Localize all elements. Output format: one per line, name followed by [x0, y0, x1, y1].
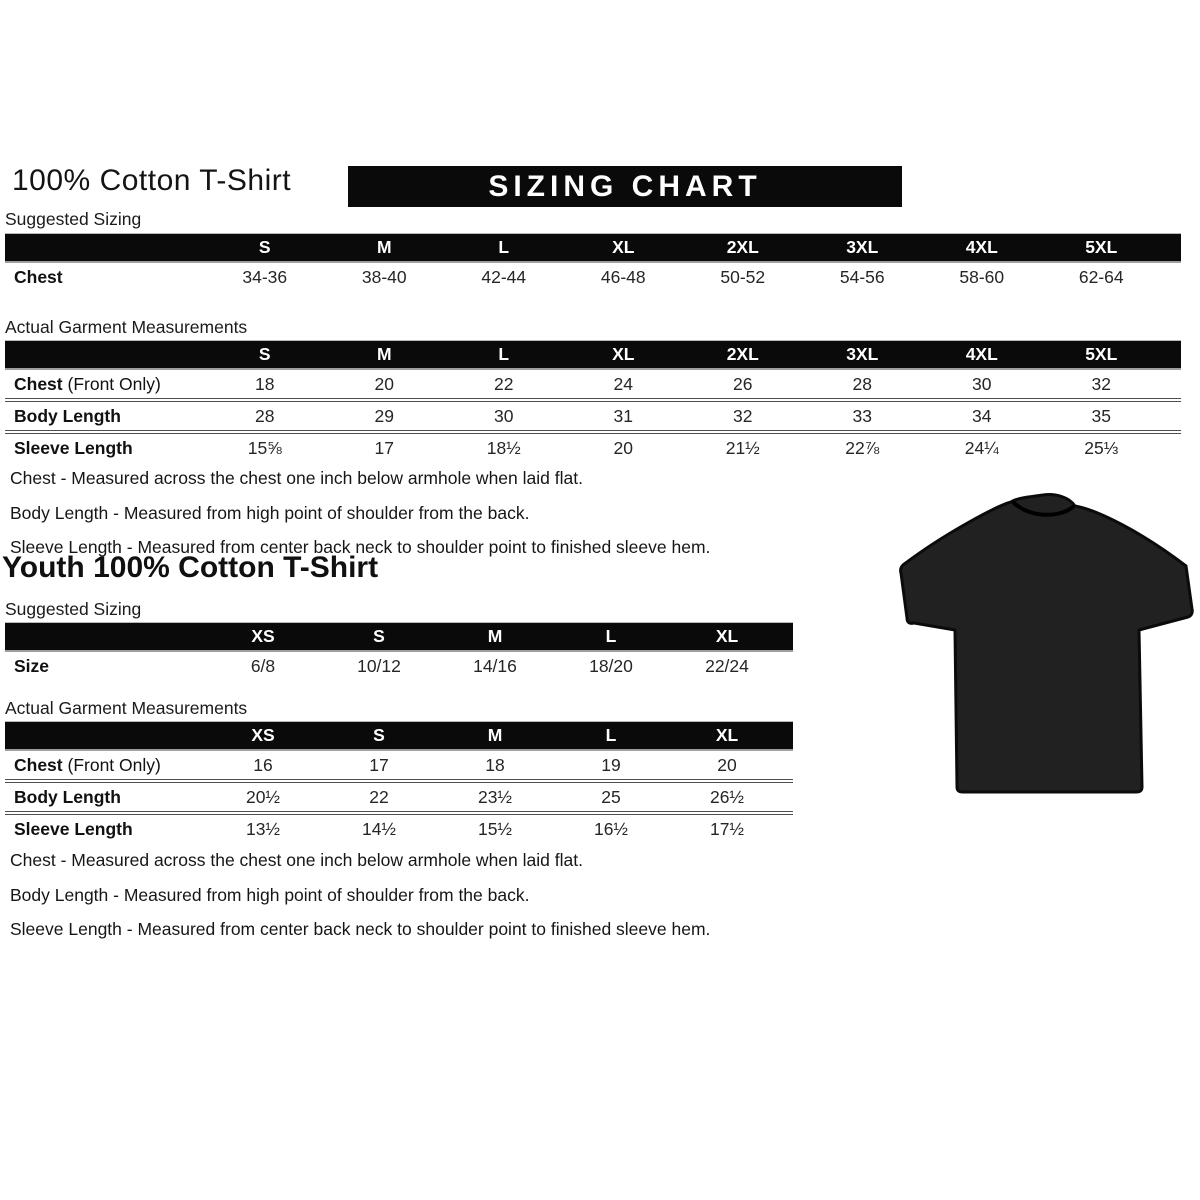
table-cell: 17 [369, 754, 389, 775]
table-cell: 20 [374, 373, 394, 394]
row-label: Size [14, 655, 50, 676]
header-cell: XL [612, 344, 635, 364]
adult-measurement-notes [10, 461, 710, 565]
note-chest: Chest - Measured across the chest one inch below armhole when laid flat. [10, 468, 583, 488]
row-label: Sleeve Length [14, 437, 133, 458]
table-cell: 23½ [477, 786, 513, 807]
table-cell: 26 [733, 373, 753, 394]
black-tshirt-icon [893, 477, 1200, 807]
header-cell: L [605, 626, 617, 646]
table-cell: 17½ [709, 818, 745, 839]
table-cell: 16 [253, 754, 273, 775]
table-row-body-length [5, 779, 793, 811]
table-cell: 30 [972, 373, 992, 394]
header-cell: M [376, 237, 392, 257]
header-cell: M [487, 725, 503, 745]
table-cell: 18 [255, 373, 275, 394]
header-cell: S [258, 344, 271, 364]
table-cell: 14½ [361, 818, 397, 839]
youth-actual-measurements-table [5, 721, 793, 843]
youth-suggested-sizing-label: Suggested Sizing [5, 599, 142, 619]
header-cell: M [487, 626, 503, 646]
table-cell: 18 [485, 754, 505, 775]
row-label: Chest (Front Only) [14, 373, 161, 394]
table-cell: 22 [369, 786, 389, 807]
youth-actual-measurements-label: Actual Garment Measurements [5, 698, 248, 718]
table-cell: 13½ [245, 818, 281, 839]
header-cell: S [373, 725, 385, 745]
table-cell: 28 [852, 373, 872, 394]
table-cell: 18/20 [589, 655, 633, 676]
youth-page-title: Youth 100% Cotton T-Shirt [2, 551, 379, 584]
header-cell: 4XL [965, 237, 998, 257]
table-header-row [5, 233, 1181, 263]
header-cell: 3XL [846, 237, 879, 257]
table-cell: 22/24 [705, 655, 749, 676]
table-cell: 24¼ [964, 437, 999, 458]
table-cell: 30 [494, 405, 514, 426]
table-cell: 19 [601, 754, 621, 775]
page-title: 100% Cotton T-Shirt [12, 164, 292, 197]
table-header-row [5, 721, 793, 751]
table-cell: 14/16 [473, 655, 517, 676]
note-sleeve-length: Sleeve Length - Measured from center back neck to shoulder point to finished sleeve hem. [10, 537, 711, 557]
table-cell: 54-56 [839, 266, 885, 287]
table-row-size [5, 652, 793, 680]
header-cell: 3XL [846, 344, 879, 364]
table-cell: 38-40 [361, 266, 407, 287]
table-cell: 15½ [477, 818, 513, 839]
adult-suggested-sizing-label: Suggested Sizing [5, 209, 142, 229]
table-cell: 20 [717, 754, 737, 775]
table-row-sleeve-length [5, 430, 1181, 462]
header-cell: L [498, 237, 510, 257]
table-cell: 33 [852, 405, 872, 426]
table-row-chest [5, 370, 1181, 398]
table-cell: 16½ [593, 818, 629, 839]
table-row-sleeve-length [5, 811, 793, 843]
table-cell: 20 [613, 437, 633, 458]
youth-suggested-sizing-table [5, 622, 793, 680]
table-cell: 32 [733, 405, 753, 426]
table-cell: 22⅞ [845, 437, 880, 458]
note-body-length: Body Length - Measured from high point of shoulder from the back. [10, 884, 530, 905]
table-cell: 17 [374, 437, 394, 458]
row-label: Chest (Front Only) [14, 754, 161, 775]
row-label: Sleeve Length [14, 818, 133, 839]
table-cell: 58-60 [959, 266, 1005, 287]
table-cell: 46-48 [600, 266, 646, 287]
table-cell: 32 [1091, 373, 1111, 394]
table-cell: 34 [972, 405, 992, 426]
table-cell: 25⅓ [1084, 437, 1119, 458]
header-cell: XS [251, 626, 275, 646]
tshirt-product-image [893, 477, 1200, 807]
header-cell: S [258, 237, 271, 257]
table-cell: 18½ [486, 437, 521, 458]
table-header-row [5, 622, 793, 652]
table-cell: 31 [613, 405, 633, 426]
table-cell: 62-64 [1078, 266, 1124, 287]
note-body-length: Body Length - Measured from high point of shoulder from the back. [10, 502, 530, 523]
adult-actual-measurements-label: Actual Garment Measurements [5, 317, 248, 337]
header-cell: XL [715, 725, 739, 745]
table-row-body-length [5, 398, 1181, 430]
table-cell: 24 [613, 373, 633, 394]
header-cell: 5XL [1085, 344, 1118, 364]
sizing-chart-banner: SIZING CHART [348, 166, 902, 207]
table-cell: 35 [1091, 405, 1111, 426]
table-header-row [5, 340, 1181, 370]
adult-actual-measurements-table [5, 340, 1181, 462]
note-sleeve-length: Sleeve Length - Measured from center back neck to shoulder point to finished sleeve hem. [10, 919, 711, 939]
table-cell: 26½ [709, 786, 745, 807]
table-cell: 21½ [725, 437, 760, 458]
table-cell: 25 [601, 786, 621, 807]
header-cell: XL [715, 626, 739, 646]
header-cell: L [605, 725, 617, 745]
header-cell: XS [251, 725, 275, 745]
header-cell: M [376, 344, 392, 364]
header-cell: XL [612, 237, 635, 257]
table-cell: 6/8 [250, 655, 276, 676]
header-cell: 4XL [965, 344, 998, 364]
note-chest: Chest - Measured across the chest one inch below armhole when laid flat. [10, 850, 583, 870]
table-cell: 28 [255, 405, 275, 426]
table-cell: 50-52 [720, 266, 766, 287]
table-cell: 29 [374, 405, 394, 426]
table-cell: 22 [494, 373, 514, 394]
header-cell: L [498, 344, 510, 364]
header-cell: 5XL [1085, 237, 1118, 257]
header-cell: S [373, 626, 385, 646]
row-label: Body Length [14, 405, 121, 426]
table-cell: 34-36 [242, 266, 288, 287]
table-row [5, 263, 1181, 291]
table-cell: 10/12 [357, 655, 401, 676]
header-cell: 2XL [726, 344, 759, 364]
table-row-chest [5, 751, 793, 779]
tshirt-body-shape [901, 494, 1193, 792]
table-cell: 20½ [245, 786, 281, 807]
adult-suggested-sizing-table [5, 233, 1181, 291]
header-cell: 2XL [726, 237, 759, 257]
youth-measurement-notes [10, 843, 710, 947]
table-cell: 15⅝ [247, 437, 282, 458]
row-label: Body Length [14, 786, 121, 807]
table-cell: 42-44 [481, 266, 527, 287]
row-label: Chest [14, 266, 63, 287]
